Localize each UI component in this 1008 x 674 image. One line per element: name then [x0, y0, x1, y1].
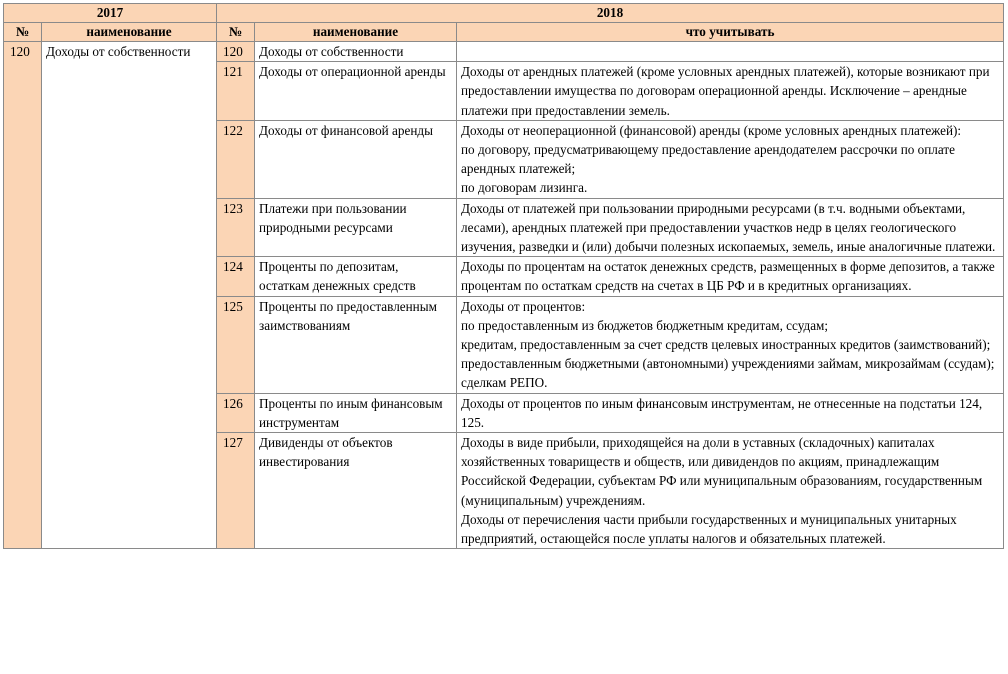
col-name-2018: наименование: [255, 23, 457, 42]
col-consider-2018: что учитывать: [457, 23, 1004, 42]
col-num-2017: №: [4, 23, 42, 42]
row-name: Проценты по иным финансовым инструментам: [255, 393, 457, 432]
row-name: Дивиденды от объектов инвестирования: [255, 433, 457, 549]
row-desc: [457, 296, 1004, 393]
desc-line: по договору, предусматривающему предоставление арендодателем рассрочки по оплате арендных платежей;: [461, 142, 956, 177]
desc-line: Доходы от арендных платежей (кроме условных арендных платежей), которые возникают при предоставлении имущества по договорам операционной аренды. Исключение – арендные платежи при предоставлении земель.: [461, 64, 990, 118]
row-desc: [457, 62, 1004, 121]
desc-line: кредитам, предоставленным за счет средств целевых иностранных кредитов (заимствований);: [461, 337, 991, 353]
row-name: Проценты по депозитам, остаткам денежных средств: [255, 257, 457, 296]
desc-line: Доходы от перечисления части прибыли государственных и муниципальных унитарных предприятий, остающейся после уплаты налогов и обязательных платежей.: [461, 511, 957, 547]
desc-line: по предоставленным из бюджетов бюджетным кредитам, ссудам;: [461, 317, 829, 333]
row-name: Доходы от операционной аренды: [255, 62, 457, 121]
row-code: 124: [217, 257, 255, 296]
year-2018-header: 2018: [217, 4, 1004, 23]
desc-line: по договорам лизинга.: [461, 180, 588, 196]
row-desc: [457, 257, 1004, 296]
row-name: Проценты по предоставленным заимствованиям: [255, 296, 457, 393]
desc-line: Доходы от неоперационной (финансовой) аренды (кроме условных арендных платежей):: [461, 122, 962, 138]
kbk-comparison-table: [3, 3, 1004, 549]
desc-line: сделкам РЕПО.: [461, 375, 548, 391]
col-num-2018: №: [217, 23, 255, 42]
desc-line: Доходы в виде прибыли, приходящейся на доли в уставных (складочных) капиталах хозяйственных товариществ и обществ, или дивидендов по акциям, принадлежащим Российской Федерации, субъектам РФ или муниципальным образованиям, государственным (муниципальным) учреждениям.: [461, 435, 983, 508]
row-code: 121: [217, 62, 255, 121]
desc-line: предоставленным бюджетными (автономными) учреждениями займам, микрозаймам (ссудам);: [461, 356, 995, 372]
year-2017-header: 2017: [4, 4, 217, 23]
desc-line: Доходы от процентов:: [461, 298, 586, 314]
row-code: 122: [217, 120, 255, 198]
name-2017: Доходы от собственности: [42, 42, 217, 549]
row-code: 120: [217, 42, 255, 62]
row-name: Доходы от финансовой аренды: [255, 120, 457, 198]
column-header-row: [4, 23, 1004, 42]
row-desc: [457, 42, 1004, 62]
table-row: [4, 42, 1004, 62]
row-desc: [457, 393, 1004, 432]
row-code: 123: [217, 198, 255, 257]
row-code: 127: [217, 433, 255, 549]
row-code: 126: [217, 393, 255, 432]
col-name-2017: наименование: [42, 23, 217, 42]
code-2017: 120: [4, 42, 42, 549]
row-code: 125: [217, 296, 255, 393]
row-desc: [457, 120, 1004, 198]
row-name: Доходы от собственности: [255, 42, 457, 62]
desc-line: Доходы по процентам на остаток денежных средств, размещенных в форме депозитов, а также процентам по остаткам средств на счетах в ЦБ РФ и в кредитных организациях.: [461, 259, 995, 294]
desc-line: Доходы от платежей при пользовании природными ресурсами (в т.ч. водными объектами, лесами), арендных платежей при предоставлении участков недр в целях геологического изучения, разведки и (или) добычи полезных ископаемых, земель, иные аналогичные платежи.: [461, 200, 996, 255]
desc-line: Доходы от процентов по иным финансовым инструментам, не отнесенные на подстатьи 124, 125.: [461, 395, 983, 430]
year-header-row: [4, 4, 1004, 23]
row-name: Платежи при пользовании природными ресурсами: [255, 198, 457, 257]
row-desc: [457, 433, 1004, 549]
row-desc: [457, 198, 1004, 257]
